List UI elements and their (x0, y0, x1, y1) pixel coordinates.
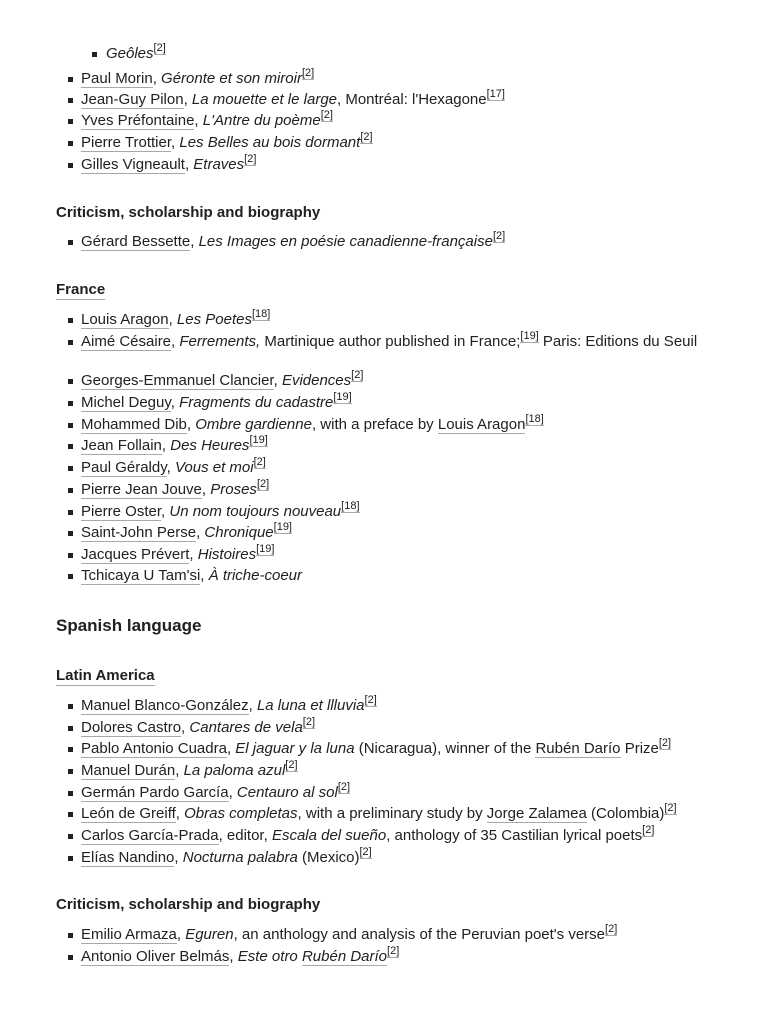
citation-link[interactable]: [2] (351, 369, 364, 381)
list-item-geoles (106, 42, 166, 63)
list-item: Antonio Oliver Belmás, Este otro Rubén Darío[2] (81, 948, 399, 966)
bullet-icon (68, 318, 73, 323)
work-title: Un nom toujours nouveau (169, 503, 342, 520)
bullet-icon (68, 119, 73, 124)
work-title: Etraves (193, 156, 245, 173)
list-item: Georges-Emmanuel Clancier, Evidences[2] (81, 372, 363, 390)
bullet-icon (68, 379, 73, 384)
citation (154, 42, 166, 55)
author-link[interactable]: Louis Aragon (81, 311, 169, 328)
section-heading-france[interactable]: France (56, 281, 106, 298)
prize-link[interactable]: Rubén Darío (535, 740, 621, 757)
bullet-icon (68, 240, 73, 245)
work-title: Chronique (204, 524, 274, 541)
citation-link[interactable]: [2] (256, 478, 270, 490)
citation-link[interactable]: [19] (249, 434, 268, 446)
bullet-icon (68, 340, 73, 345)
work-title: Des Heures (170, 437, 250, 454)
citation-link[interactable]: [19] (333, 391, 352, 403)
author-link[interactable]: Antonio Oliver Belmás (81, 948, 230, 965)
list-item: Paul Géraldy, Vous et moi[2] (81, 459, 266, 477)
list-item: Pablo Antonio Cuadra, El jaguar y la luna (Nicaragua), winner of the Rubén Darío Prize[2] (81, 740, 671, 758)
author-link[interactable]: León de Greiff (81, 805, 176, 822)
bullet-icon (68, 704, 73, 709)
bullet-icon (68, 466, 73, 471)
work-title: Géronte et son miroir (161, 70, 302, 87)
citation-link[interactable]: [17] (486, 88, 505, 100)
author-link[interactable]: Manuel Durán (81, 762, 176, 779)
citation-link[interactable]: [2] (360, 131, 373, 143)
list-item: Jean Follain, Des Heures[19] (81, 437, 268, 455)
author-link[interactable]: Jean Follain (81, 437, 162, 454)
author-link[interactable]: Pablo Antonio Cuadra (81, 740, 227, 757)
bullet-icon (68, 955, 73, 960)
bullet-icon (68, 423, 73, 428)
work-title-link[interactable]: Rubén Darío (301, 948, 388, 965)
list-item: Emilio Armaza, Eguren, an anthology and analysis of the Peruvian poet's verse[2] (81, 926, 617, 944)
author-link[interactable]: Germán Pardo García (81, 784, 229, 801)
work-title: Vous et moi (174, 459, 254, 476)
author-link[interactable]: Jean-Guy Pilon (81, 91, 184, 108)
work-title: Histoires (197, 546, 257, 563)
work-title: Fragments du cadastre (179, 394, 334, 411)
citation-link[interactable]: [2] (664, 802, 677, 814)
list-item: Jacques Prévert, Histoires[19] (81, 546, 274, 564)
bullet-icon (68, 747, 73, 752)
list-item: Elías Nandino, Nocturna palabra (Mexico)[2] (81, 849, 372, 867)
list-item: Gérard Bessette, Les Images en poésie canadienne-française[2] (81, 233, 505, 251)
list-item: Tchicaya U Tam'si, À triche-coeur (81, 567, 302, 585)
work-title: Obras completas (184, 805, 298, 822)
work-title: Les Images en poésie canadienne-française (198, 233, 493, 250)
work-title: L'Antre du poème (202, 112, 321, 129)
work-title: Escala del sueño (271, 827, 387, 844)
work-title: Centauro al sol (236, 784, 338, 801)
work-title: Este otro (237, 948, 302, 965)
list-item: Paul Morin, Géronte et son miroir[2] (81, 70, 314, 88)
citation-link[interactable]: [2] (153, 42, 166, 54)
work-title: À triche-coeur (208, 567, 303, 584)
citation-link[interactable]: [2] (301, 67, 315, 79)
bullet-icon (68, 141, 73, 146)
author-link[interactable]: Jacques Prévert (81, 546, 190, 563)
list-item: Pierre Jean Jouve, Proses[2] (81, 481, 269, 499)
list-item: Manuel Durán, La paloma azul[2] (81, 762, 298, 780)
list-item: León de Greiff, Obras completas, with a preliminary study by Jorge Zalamea (Colombia)[2] (81, 805, 677, 823)
author-link[interactable]: Paul Morin (81, 70, 153, 87)
section-heading-criticism-canada: Criticism, scholarship and biography (56, 204, 321, 221)
author-link[interactable]: Georges-Emmanuel Clancier (81, 372, 274, 389)
work-title: Cantares de vela (189, 719, 303, 736)
citation-link[interactable]: [18] (525, 413, 544, 425)
list-item: Pierre Trottier, Les Belles au bois dormant[2] (81, 134, 373, 152)
list-item: Gilles Vigneault, Etraves[2] (81, 156, 256, 174)
work-title: La mouette et le large (191, 91, 337, 108)
work-title: El jaguar y la luna (235, 740, 355, 757)
bullet-icon (68, 812, 73, 817)
author-link[interactable]: Aimé Césaire (81, 333, 172, 350)
author-link[interactable]: Pierre Oster (81, 503, 162, 520)
citation-link[interactable]: [2] (337, 781, 351, 793)
work-title: Ferrements, (179, 333, 261, 350)
bullet-icon (68, 553, 73, 558)
work-title: Proses (210, 481, 257, 498)
author-link[interactable]: Mohammed Dib (81, 416, 187, 433)
section-heading-latin-america[interactable]: Latin America (56, 667, 155, 684)
bullet-icon (68, 488, 73, 493)
section-heading-spanish: Spanish language (56, 616, 202, 635)
author-link[interactable]: Paul Géraldy (81, 459, 167, 476)
bullet-icon (68, 769, 73, 774)
citation-link[interactable]: [2] (253, 456, 266, 468)
author-link[interactable]: Emilio Armaza (81, 926, 177, 943)
bullet-icon (68, 531, 73, 536)
list-item: Mohammed Dib, Ombre gardienne, with a preface by Louis Aragon[18] (81, 416, 544, 434)
study-author-link[interactable]: Jorge Zalamea (486, 805, 587, 822)
author-link[interactable]: Yves Préfontaine (81, 112, 195, 129)
list-item: Yves Préfontaine, L'Antre du poème[2] (81, 112, 333, 130)
bullet-icon (68, 401, 73, 406)
work-title: La luna et llluvia (256, 697, 365, 714)
citation-link[interactable]: [2] (387, 945, 400, 957)
list-item: Saint-John Perse, Chronique[19] (81, 524, 292, 542)
list-item: Michel Deguy, Fragments du cadastre[19] (81, 394, 352, 412)
work-title: Geôles (106, 45, 154, 62)
citation-link[interactable]: [2] (244, 153, 257, 165)
citation-link[interactable]: [2] (658, 737, 672, 749)
author-link[interactable]: Dolores Castro (81, 719, 182, 736)
bullet-icon (68, 856, 73, 861)
bullet-icon (68, 574, 73, 579)
list-item: Louis Aragon, Les Poetes[18] (81, 311, 270, 329)
citation-link[interactable]: [2] (285, 759, 298, 771)
citation-link[interactable]: [2] (492, 230, 506, 242)
work-title: Evidences (281, 372, 352, 389)
bullet-icon (68, 834, 73, 839)
citation-link[interactable]: [19] (520, 330, 539, 342)
list-item: Jean-Guy Pilon, La mouette et le large, Montréal: l'Hexagone[17] (81, 91, 505, 109)
list-item: Aimé Césaire, Ferrements, Martinique author published in France;[19] Paris: Editions du Seuil (81, 333, 701, 351)
author-link[interactable]: Carlos García-Prada (81, 827, 219, 844)
author-link[interactable]: Gilles Vigneault (81, 156, 185, 173)
author-link[interactable]: Michel Deguy (81, 394, 171, 411)
author-link[interactable]: Saint-John Perse (81, 524, 197, 541)
citation-link[interactable]: [2] (642, 824, 655, 836)
work-title: La paloma azul (183, 762, 286, 779)
work-title: Ombre gardienne (195, 416, 312, 433)
work-title: Les Belles au bois dormant (179, 134, 361, 151)
bullet-icon (68, 791, 73, 796)
citation-link[interactable]: [2] (605, 923, 618, 935)
citation-link[interactable]: [19] (256, 543, 275, 555)
citation-link[interactable]: [2] (359, 846, 372, 858)
bullet-icon (68, 726, 73, 731)
list-item: Pierre Oster, Un nom toujours nouveau[18] (81, 503, 360, 521)
bullet-icon (92, 52, 97, 57)
bullet-icon (68, 77, 73, 82)
author-link[interactable]: Elías Nandino (81, 849, 175, 866)
bullet-icon (68, 444, 73, 449)
section-heading-criticism-latin-america: Criticism, scholarship and biography (56, 896, 321, 913)
list-item: Manuel Blanco-González, La luna et llluvia[2] (81, 697, 377, 715)
list-item: Germán Pardo García, Centauro al sol[2] (81, 784, 350, 802)
list-item: Carlos García-Prada, editor, Escala del sueño, anthology of 35 Castilian lyrical poets[2] (81, 827, 654, 845)
citation-link[interactable]: [18] (251, 308, 271, 320)
author-link[interactable]: Pierre Jean Jouve (81, 481, 202, 498)
work-title: Les Poetes (176, 311, 252, 328)
citation-link[interactable]: [2] (320, 109, 333, 121)
preface-author-link[interactable]: Louis Aragon (437, 416, 526, 433)
author-link[interactable]: Pierre Trottier (81, 134, 172, 151)
author-link[interactable]: Gérard Bessette (81, 233, 191, 250)
citation-link[interactable]: [2] (364, 694, 377, 706)
work-title: Eguren (185, 926, 234, 943)
citation-link[interactable]: [2] (302, 716, 316, 728)
author-link[interactable]: Tchicaya U Tam'si (81, 567, 201, 584)
author-link[interactable]: Manuel Blanco-González (81, 697, 249, 714)
bullet-icon (68, 933, 73, 938)
citation-link[interactable]: [18] (341, 500, 360, 512)
bullet-icon (68, 510, 73, 515)
work-title: Nocturna palabra (182, 849, 298, 866)
list-item: Dolores Castro, Cantares de vela[2] (81, 719, 315, 737)
citation-link[interactable]: [19] (273, 521, 292, 533)
bullet-icon (68, 98, 73, 103)
bullet-icon (68, 163, 73, 168)
